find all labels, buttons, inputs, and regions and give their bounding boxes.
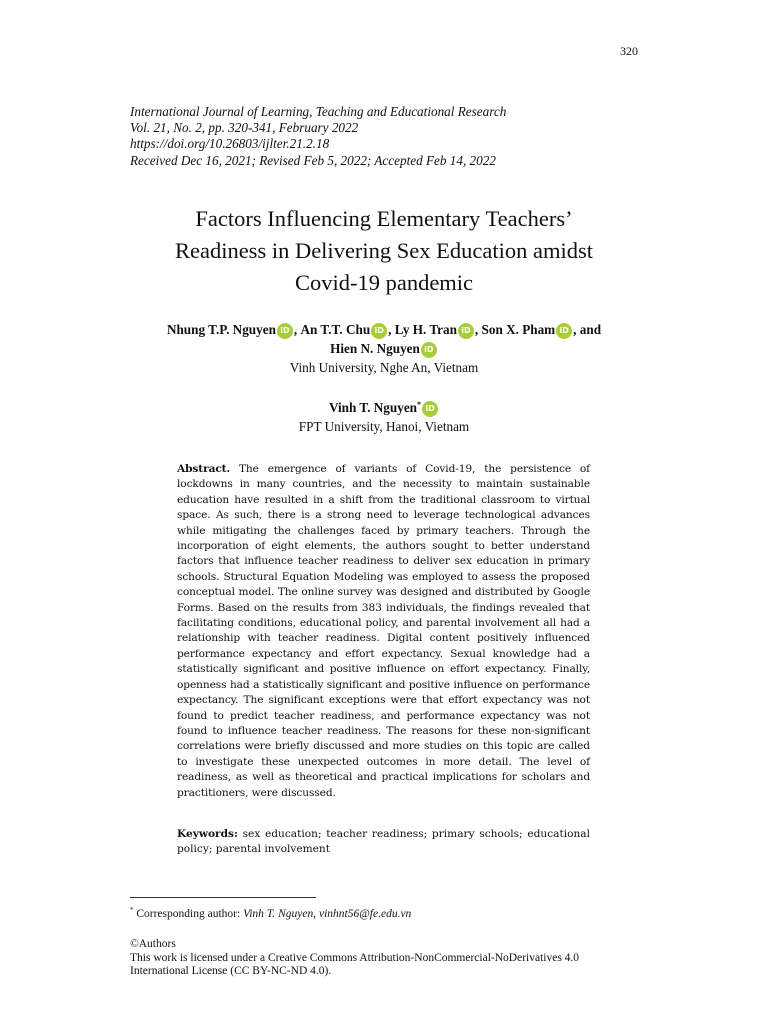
- author-separator: ,: [474, 322, 479, 337]
- copyright-line: ©Authors: [130, 938, 176, 950]
- abstract-label: Abstract.: [177, 463, 231, 475]
- author-line-1: [100, 320, 668, 339]
- abstract: [177, 462, 590, 801]
- footnote-label: Corresponding author:: [136, 908, 241, 920]
- abstract-text: The emergence of variants of Covid-19, the persistence of lockdowns in many countries, and the necessity to maintain sustainable education have resulted in a shift from the traditional classroom to virtual space. As such, there is a strong need to leverage technological advances while mitigating the challenges faced by primary teachers. Through the incorporation of eight elements, the authors sought to better understand factors that influence teacher readiness to deliver sex education in primary schools. Structural Equation Modeling was employed to assess the proposed conceptual model. The online survey was designed and distributed by Google Forms. Based on the results from 383 individuals, the findings revealed that facilitating conditions, educational policy, and parental involvement all had a relationship with teacher readiness. Digital content positively influenced performance expectancy and effort expectancy. Sexual knowledge had a statistically significant and positive influence on effort expectancy. Finally, openness had a statistically significant and positive influence on performance expectancy. The significant exceptions were that effort expectancy was not found to predict teacher readiness, and performance expectancy was not found to influence teacher readiness. The reasons for these non-significant correlations were briefly discussed and more studies on this topic are called to investigate these unexpected outcomes in more detail. The level of readiness, as well as theoretical and practical implications for scholars and practitioners, were discussed.: [177, 463, 590, 799]
- footnote-mark: *: [130, 906, 134, 914]
- author-list: [100, 320, 668, 377]
- orcid-icon[interactable]: iD: [421, 342, 437, 358]
- orcid-icon[interactable]: iD: [277, 323, 293, 339]
- orcid-icon[interactable]: iD: [371, 323, 387, 339]
- journal-info: [130, 104, 506, 169]
- corresponding-author-line: [100, 395, 668, 417]
- keywords: [177, 827, 590, 858]
- journal-volume: Vol. 21, No. 2, pp. 320-341, February 2022: [130, 120, 359, 136]
- footnote: [130, 903, 411, 921]
- affiliation-1: Vinh University, Nghe An, Vietnam: [289, 360, 479, 375]
- corresponding-author-block: [100, 395, 668, 436]
- title-line-1: Factors Influencing Elementary Teachers’: [195, 206, 573, 231]
- journal-name: International Journal of Learning, Teaching and Educational Research: [130, 104, 507, 119]
- author-name: Ly H. Tran: [394, 322, 457, 337]
- footnote-contact[interactable]: Vinh T. Nguyen, vinhnt56@fe.edu.vn: [243, 908, 412, 920]
- page-number: 320: [620, 44, 638, 58]
- keywords-label: Keywords:: [177, 828, 238, 840]
- paper-title: [120, 203, 648, 299]
- corresponding-author-name: Vinh T. Nguyen: [328, 400, 418, 415]
- author-line-2: [100, 339, 668, 358]
- affiliation-2: FPT University, Hanoi, Vietnam: [298, 419, 470, 434]
- keywords-text: sex education; teacher readiness; primary schools; educational policy; parental involvement: [177, 828, 590, 856]
- journal-doi[interactable]: https://doi.org/10.26803/ijlter.21.2.18: [130, 136, 330, 152]
- author-name: Nhung T.P. Nguyen: [166, 322, 276, 337]
- orcid-icon[interactable]: iD: [556, 323, 572, 339]
- author-name: Hien N. Nguyen: [330, 341, 420, 356]
- title-line-3: Covid-19 pandemic: [294, 270, 474, 295]
- license-line-2: International License (CC BY-NC-ND 4.0).: [130, 965, 332, 977]
- title-line-2: Readiness in Delivering Sex Education amidst: [174, 238, 594, 263]
- author-separator-and: , and: [573, 322, 602, 337]
- license-line-1: This work is licensed under a Creative Commons Attribution-NonCommercial-NoDerivatives 4.0: [130, 951, 580, 964]
- author-separator: ,: [293, 322, 298, 337]
- footnote-divider: [130, 897, 316, 898]
- orcid-icon[interactable]: iD: [458, 323, 474, 339]
- license-block: [130, 938, 650, 979]
- journal-dates: Received Dec 16, 2021; Revised Feb 5, 2022; Accepted Feb 14, 2022: [130, 152, 496, 168]
- author-name: Son X. Pham: [481, 322, 556, 337]
- author-name: An T.T. Chu: [300, 322, 371, 337]
- author-separator: ,: [388, 322, 392, 337]
- asterisk-mark: *: [417, 400, 422, 409]
- orcid-icon[interactable]: iD: [422, 401, 438, 417]
